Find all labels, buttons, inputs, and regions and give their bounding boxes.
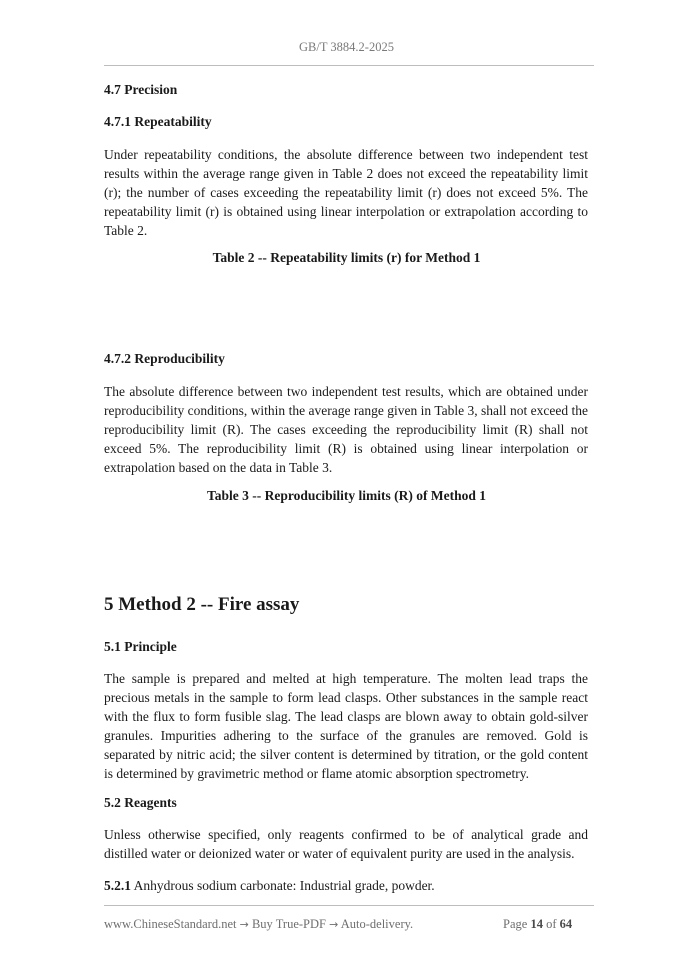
running-header: GB/T 3884.2-2025: [299, 40, 394, 54]
heading-5: 5 Method 2 -- Fire assay: [104, 594, 300, 615]
footer-site-link[interactable]: www.ChineseStandard.net: [104, 917, 237, 931]
page-indicator: [503, 917, 572, 932]
paragraph-reproducibility: The absolute difference between two independent test results, which are obtained under reproducibility conditions, within the average range given in Table 3, shall not exceed the reproducibility limit (R). The cases exceeding the reproducibility limit (R) shall not exceed 5%. The reproducibility limit (R) is obtained using linear interpolation or extrapolation based on the data in Table 3.: [104, 384, 588, 475]
right-arrow-icon: →: [329, 918, 339, 931]
footer-buy-text: Buy True-PDF: [248, 917, 330, 931]
item-5-2-1: [104, 876, 588, 895]
heading-4-7-1: 4.7.1 Repeatability: [104, 114, 212, 129]
heading-5-1: 5.1 Principle: [104, 639, 177, 654]
footer-auto-text: Auto-delivery.: [338, 917, 414, 931]
item-5-2-1-number: 5.2.1: [104, 878, 131, 893]
page-label: Page: [503, 917, 528, 931]
paragraph-repeatability: Under repeatability conditions, the absolute difference between two independent test results within the average range given in Table 2 does not exceed the repeatability limit (r); the number of cases exceeding the repeatability limit (r) does not exceed 5%. The repeatability limit (r) is obtained using linear interpolation or extrapolation according to Table 2.: [104, 147, 588, 238]
heading-4-7: 4.7 Precision: [104, 82, 178, 97]
of-label: of: [546, 917, 557, 931]
item-5-2-1-text: Anhydrous sodium carbonate: Industrial grade, powder.: [131, 878, 435, 893]
page-number: 14: [530, 917, 543, 931]
heading-4-7-2: 4.7.2 Reproducibility: [104, 351, 225, 366]
paragraph-reagents: Unless otherwise specified, only reagents confirmed to be of analytical grade and distilled water or deionized water or water of equivalent purity are used in the analysis.: [104, 827, 588, 861]
right-arrow-icon: →: [239, 918, 249, 931]
footer-rule: [104, 905, 594, 906]
table-3-caption: Table 3 -- Reproducibility limits (R) of Method 1: [207, 488, 486, 503]
footer-links: [104, 917, 413, 932]
paragraph-principle: The sample is prepared and melted at high temperature. The molten lead traps the precious metals in the sample to form lead clasps. Other substances in the sample react with the flux to form fusible slag. The lead clasps are blown away to obtain gold-silver granules. Impurities adhering to the surface of the granules are removed. Gold is separated by nitric acid; the silver content is determined by titration, or the gold content is determined by gravimetric method or flame atomic absorption spectrometry.: [104, 671, 588, 781]
heading-5-2: 5.2 Reagents: [104, 795, 177, 810]
header-rule: [104, 65, 594, 66]
table-2-caption: Table 2 -- Repeatability limits (r) for Method 1: [212, 250, 481, 265]
page-total: 64: [559, 917, 573, 931]
